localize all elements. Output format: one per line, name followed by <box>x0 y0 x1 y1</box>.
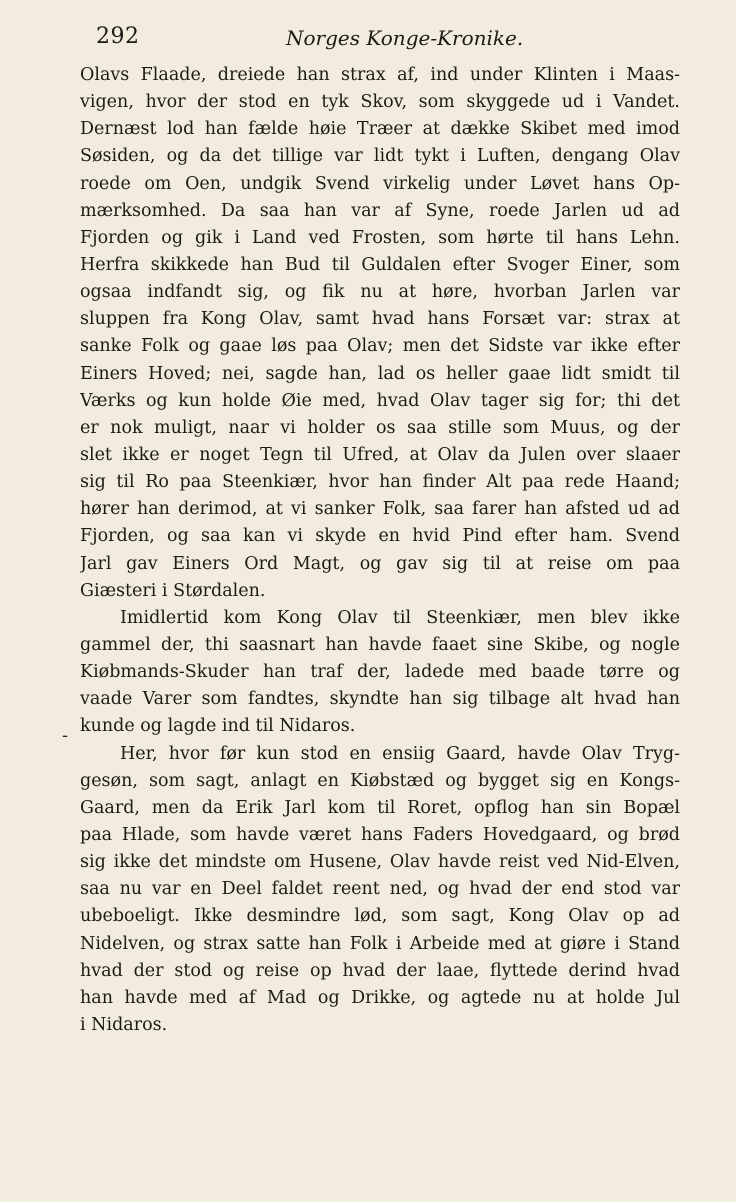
body-text <box>80 62 680 1039</box>
text-line: sluppen fra Kong Olav, samt hvad hans Forsæt var: strax at <box>80 309 680 330</box>
text-line: Nidelven, og strax satte han Folk i Arbeide med at giøre i Stand <box>80 933 680 954</box>
text-line: Gaard, men da Erik Jarl kom til Roret, opflog han sin Bopæl <box>80 797 680 818</box>
paragraph <box>80 605 680 741</box>
text-line: sig ikke det mindste om Husene, Olav havde reist ved Nid-Elven, <box>80 852 680 873</box>
text-line: Kiøbmands-Skuder han traf der, ladede med baade tørre og <box>80 662 680 683</box>
text-line: vigen, hvor der stod en tyk Skov, som skyggede ud i Vandet. <box>80 92 680 113</box>
text-line: Værks og kun holde Øie med, hvad Olav tager sig for; thi det <box>80 390 680 411</box>
text-line: Her, hvor før kun stod en ensiig Gaard, havde Olav Tryg- <box>120 743 680 764</box>
text-line: Giæsteri i Størdalen. <box>80 580 266 601</box>
text-line: Herfra skikkede han Bud til Guldalen efter Svoger Einer, som <box>80 254 680 275</box>
page-number: 292 <box>96 24 140 49</box>
text-line: mærksomhed. Da saa han var af Syne, roede Jarlen ud ad <box>80 200 680 221</box>
text-line: Fjorden og gik i Land ved Frosten, som hørte til hans Lehn. <box>80 227 680 248</box>
text-line: Søsiden, og da det tillige var lidt tykt i Luften, dengang Olav <box>80 146 680 167</box>
text-line: hvad der stod og reise op hvad der laae, flyttede derind hvad <box>80 960 680 981</box>
text-line: ubeboeligt. Ikke desmindre lød, som sagt, Kong Olav op ad <box>80 906 680 927</box>
text-line: Dernæst lod han fælde høie Træer at dække Skibet med imod <box>80 119 680 140</box>
page-header <box>96 22 640 52</box>
text-line: i Nidaros. <box>80 1014 168 1035</box>
text-line: vaade Varer som fandtes, skyndte han sig tilbage alt hvad han <box>80 689 680 710</box>
paragraph <box>80 62 680 605</box>
text-line: hører han derimod, at vi sanker Folk, saa farer han afsted ud ad <box>80 499 680 520</box>
text-line: Jarl gav Einers Ord Magt, og gav sig til at reise om paa <box>80 553 680 574</box>
text-line: Fjorden, og saa kan vi skyde en hvid Pind efter ham. Svend <box>80 526 680 547</box>
text-line: gesøn, som sagt, anlagt en Kiøbstæd og bygget sig en Kongs- <box>80 770 680 791</box>
text-line: Imidlertid kom Kong Olav til Steenkiær, men blev ikke <box>120 607 680 628</box>
running-head: Norges Konge-Kronike. <box>286 26 524 50</box>
paragraph <box>80 741 680 1040</box>
text-line: slet ikke er noget Tegn til Ufred, at Olav da Julen over slaaer <box>80 444 680 465</box>
text-line: saa nu var en Deel faldet reent ned, og hvad der end stod var <box>80 879 680 900</box>
text-line: Olavs Flaade, dreiede han strax af, ind under Klinten i Maas- <box>80 65 680 85</box>
text-line: ogsaa indfandt sig, og fik nu at høre, hvorban Jarlen var <box>80 282 680 303</box>
text-line: Einers Hoved; nei, sagde han, lad os heller gaae lidt smidt til <box>80 363 680 384</box>
text-line: sig til Ro paa Steenkiær, hvor han finder Alt paa rede Haand; <box>80 472 680 493</box>
text-line: roede om Oen, undgik Svend virkelig under Løvet hans Op- <box>80 173 680 194</box>
text-line: han havde med af Mad og Drikke, og agtede nu at holde Jul <box>80 987 680 1008</box>
text-line: er nok muligt, naar vi holder os saa stille som Muus, og der <box>80 417 680 438</box>
text-line: sanke Folk og gaae løs paa Olav; men det Sidste var ikke efter <box>80 336 680 357</box>
margin-mark: - <box>62 725 69 746</box>
text-line: kunde og lagde ind til Nidaros. <box>80 716 356 737</box>
text-line: gammel der, thi saasnart han havde faaet sine Skibe, og nogle <box>80 634 680 655</box>
text-line: paa Hlade, som havde været hans Faders Hovedgaard, og brød <box>80 824 680 845</box>
